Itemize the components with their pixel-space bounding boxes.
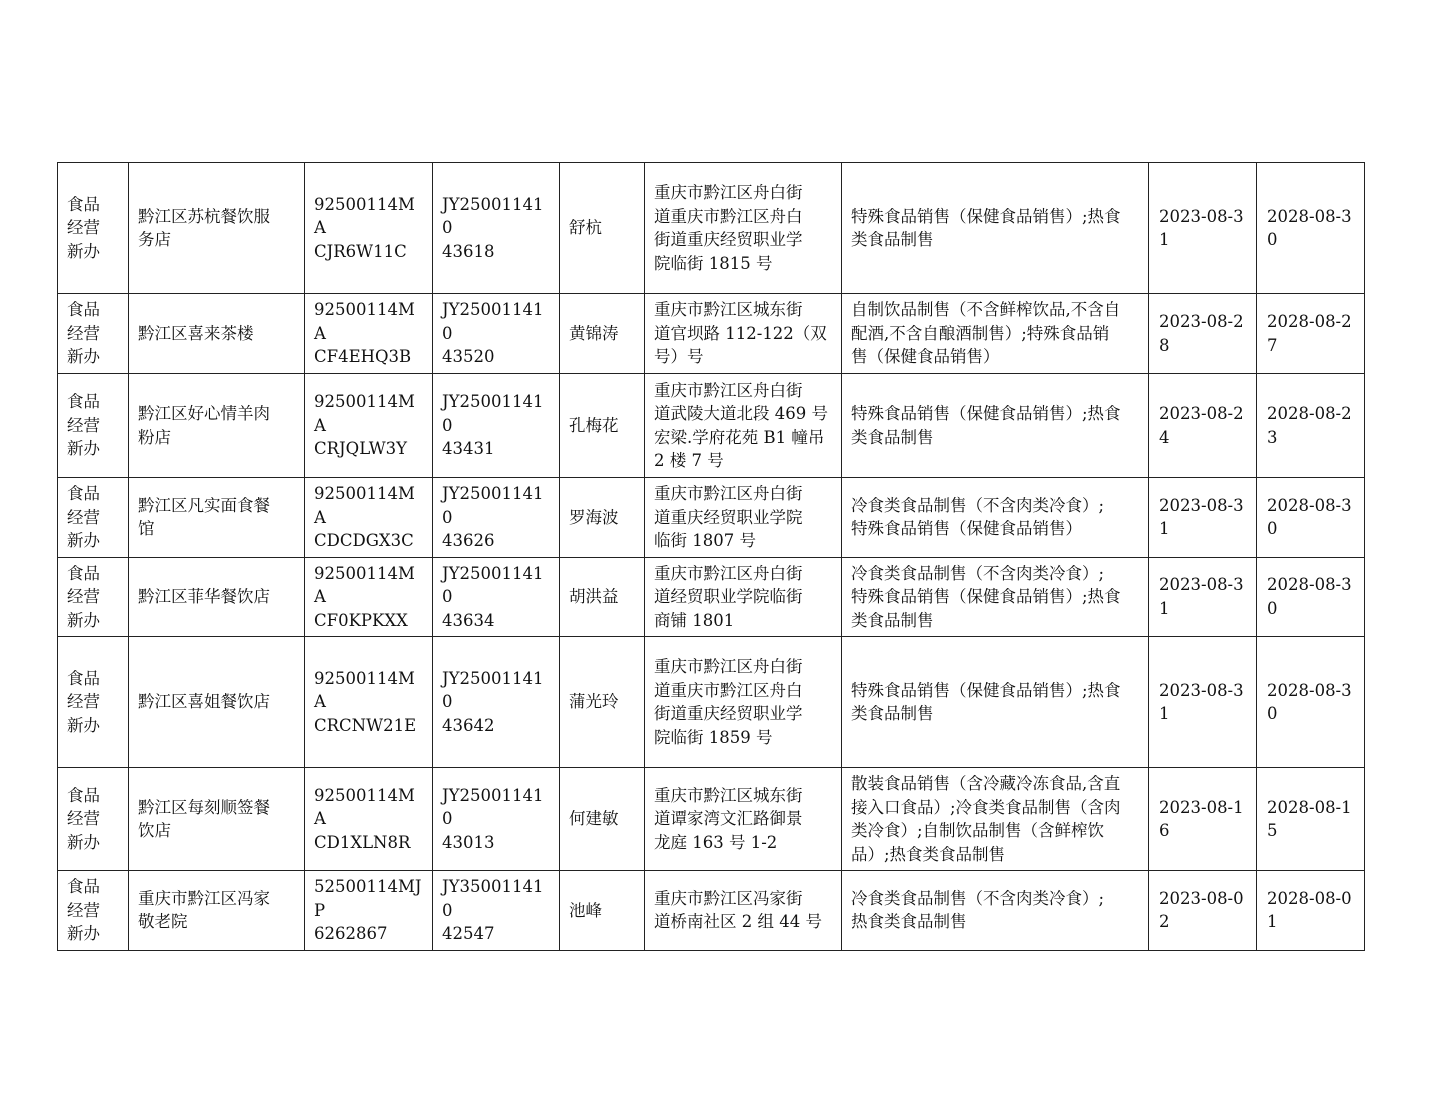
issue-date-cell xyxy=(1149,871,1257,951)
credit-code-cell xyxy=(305,374,433,478)
license-number-cell xyxy=(433,768,560,871)
table-body xyxy=(58,163,1365,951)
address-cell-text: 重庆市黔江区舟白街 道重庆市黔江区舟白 街道重庆经贸职业学 院临街 1815 号 xyxy=(654,183,803,273)
license-number-cell xyxy=(433,374,560,478)
category-cell xyxy=(58,374,129,478)
business-scope-cell xyxy=(842,163,1149,294)
address-cell-text: 重庆市黔江区舟白街 道武陵大道北段 469 号 宏梁.学府花苑 B1 幢吊 2 楼 7 号 xyxy=(654,380,828,470)
address-cell xyxy=(645,557,842,637)
category-cell xyxy=(58,768,129,871)
business-name-cell xyxy=(129,637,305,768)
legal-person-cell-text: 胡洪益 xyxy=(569,587,619,606)
category-cell-text: 食品 经营 新办 xyxy=(67,563,100,630)
credit-code-cell-text: 92500114MA CF4EHQ3B xyxy=(314,300,415,367)
address-cell xyxy=(645,294,842,374)
credit-code-cell xyxy=(305,768,433,871)
address-cell xyxy=(645,374,842,478)
table-row xyxy=(58,163,1365,294)
table-row xyxy=(58,478,1365,558)
category-cell xyxy=(58,478,129,558)
legal-person-cell xyxy=(560,294,645,374)
license-number-cell xyxy=(433,163,560,294)
license-number-cell-text: JY250011410 43634 xyxy=(442,563,544,630)
address-cell-text: 重庆市黔江区城东街 道官坝路 112-122（双 号）号 xyxy=(654,300,827,367)
address-cell-text: 重庆市黔江区舟白街 道重庆市黔江区舟白 街道重庆经贸职业学 院临街 1859 号 xyxy=(654,657,803,747)
license-number-cell-text: JY250011410 43618 xyxy=(442,194,544,261)
address-cell xyxy=(645,768,842,871)
business-scope-cell xyxy=(842,294,1149,374)
table-row xyxy=(58,294,1365,374)
expiry-date-cell xyxy=(1257,478,1365,558)
expiry-date-cell-text: 2028-08-27 xyxy=(1267,312,1352,355)
issue-date-cell-text: 2023-08-16 xyxy=(1159,797,1244,840)
credit-code-cell xyxy=(305,637,433,768)
expiry-date-cell-text: 2028-08-30 xyxy=(1267,575,1352,618)
business-name-cell-text: 黔江区每刻顺签餐 饮店 xyxy=(138,797,270,840)
credit-code-cell-text: 92500114MA CF0KPKXX xyxy=(314,563,415,630)
issue-date-cell xyxy=(1149,478,1257,558)
business-name-cell xyxy=(129,768,305,871)
expiry-date-cell xyxy=(1257,768,1365,871)
credit-code-cell-text: 92500114MA CD1XLN8R xyxy=(314,785,415,852)
category-cell-text: 食品 经营 新办 xyxy=(67,785,100,852)
legal-person-cell-text: 蒲光玲 xyxy=(569,692,619,712)
legal-person-cell-text: 黄锦涛 xyxy=(569,323,619,343)
expiry-date-cell-text: 2028-08-30 xyxy=(1267,680,1352,723)
issue-date-cell xyxy=(1149,637,1257,768)
issue-date-cell-text: 2023-08-31 xyxy=(1159,575,1244,618)
category-cell-text: 食品 经营 新办 xyxy=(67,668,100,735)
expiry-date-cell-text: 2028-08-15 xyxy=(1267,797,1352,840)
credit-code-cell xyxy=(305,163,433,294)
business-name-cell-text: 重庆市黔江区冯家 敬老院 xyxy=(138,888,270,932)
business-scope-cell-text: 特殊食品销售（保健食品销售）;热食 类食品制售 xyxy=(851,404,1121,447)
credit-code-cell xyxy=(305,478,433,558)
expiry-date-cell xyxy=(1257,871,1365,951)
business-scope-cell xyxy=(842,768,1149,871)
business-scope-cell-text: 特殊食品销售（保健食品销售）;热食 类食品制售 xyxy=(851,206,1121,249)
issue-date-cell-text: 2023-08-24 xyxy=(1159,404,1244,447)
license-number-cell-text: JY250011410 43626 xyxy=(442,484,544,550)
business-name-cell-text: 黔江区喜姐餐饮店 xyxy=(138,692,270,712)
address-cell-text: 重庆市黔江区舟白街 道经贸职业学院临街 商铺 1801 xyxy=(654,563,803,630)
business-name-cell-text: 黔江区好心情羊肉 粉店 xyxy=(138,404,270,447)
table-row xyxy=(58,768,1365,871)
legal-person-cell xyxy=(560,478,645,558)
business-scope-cell xyxy=(842,374,1149,478)
category-cell-text: 食品 经营 新办 xyxy=(67,392,100,459)
legal-person-cell-text: 池峰 xyxy=(569,900,602,920)
business-name-cell-text: 黔江区凡实面食餐 馆 xyxy=(138,495,270,539)
category-cell xyxy=(58,557,129,637)
issue-date-cell-text: 2023-08-31 xyxy=(1159,680,1244,723)
business-scope-cell xyxy=(842,478,1149,558)
legal-person-cell xyxy=(560,871,645,951)
table-row xyxy=(58,557,1365,637)
expiry-date-cell xyxy=(1257,163,1365,294)
credit-code-cell-text: 92500114MA CDCDGX3C xyxy=(314,484,415,550)
business-name-cell-text: 黔江区喜来茶楼 xyxy=(138,323,254,343)
category-cell xyxy=(58,871,129,951)
category-cell xyxy=(58,637,129,768)
business-scope-cell xyxy=(842,557,1149,637)
license-number-cell xyxy=(433,478,560,558)
license-number-cell-text: JY250011410 43642 xyxy=(442,668,544,735)
license-number-cell-text: JY250011410 43013 xyxy=(442,785,544,852)
license-number-cell xyxy=(433,557,560,637)
table-row xyxy=(58,374,1365,478)
credit-code-cell-text: 92500114MA CRJQLW3Y xyxy=(314,392,415,459)
address-cell xyxy=(645,637,842,768)
legal-person-cell-text: 孔梅花 xyxy=(569,415,619,435)
expiry-date-cell xyxy=(1257,374,1365,478)
business-name-cell xyxy=(129,478,305,558)
legal-person-cell xyxy=(560,637,645,768)
business-scope-cell-text: 特殊食品销售（保健食品销售）;热食 类食品制售 xyxy=(851,680,1121,723)
business-scope-cell xyxy=(842,871,1149,951)
legal-person-cell xyxy=(560,768,645,871)
table-row xyxy=(58,871,1365,951)
legal-person-cell xyxy=(560,163,645,294)
issue-date-cell xyxy=(1149,163,1257,294)
business-scope-cell-text: 冷食类食品制售（不含肉类冷食）; 特殊食品销售（保健食品销售） xyxy=(851,495,1105,539)
license-number-cell xyxy=(433,294,560,374)
issue-date-cell-text: 2023-08-02 xyxy=(1159,888,1244,932)
food-license-table xyxy=(57,162,1365,951)
address-cell xyxy=(645,478,842,558)
credit-code-cell xyxy=(305,557,433,637)
business-scope-cell-text: 自制饮品制售（不含鲜榨饮品,不含自 配酒,不含自酿酒制售）;特殊食品销 售（保健食品销售） xyxy=(851,300,1121,367)
category-cell-text: 食品 经营 新办 xyxy=(67,877,100,943)
legal-person-cell-text: 舒杭 xyxy=(569,218,602,238)
business-name-cell-text: 黔江区菲华餐饮店 xyxy=(138,587,270,606)
category-cell-text: 食品 经营 新办 xyxy=(67,194,100,261)
business-name-cell xyxy=(129,163,305,294)
credit-code-cell xyxy=(305,871,433,951)
issue-date-cell xyxy=(1149,557,1257,637)
expiry-date-cell xyxy=(1257,637,1365,768)
license-number-cell-text: JY250011410 43520 xyxy=(442,300,544,367)
legal-person-cell-text: 罗海波 xyxy=(569,507,619,527)
issue-date-cell-text: 2023-08-31 xyxy=(1159,206,1244,249)
credit-code-cell-text: 92500114MA CJR6W11C xyxy=(314,194,415,261)
category-cell-text: 食品 经营 新办 xyxy=(67,484,100,550)
address-cell-text: 重庆市黔江区舟白街 道重庆经贸职业学院 临街 1807 号 xyxy=(654,484,803,550)
category-cell xyxy=(58,294,129,374)
expiry-date-cell xyxy=(1257,294,1365,374)
expiry-date-cell-text: 2028-08-23 xyxy=(1267,404,1352,447)
business-name-cell xyxy=(129,871,305,951)
license-number-cell xyxy=(433,871,560,951)
expiry-date-cell-text: 2028-08-30 xyxy=(1267,495,1352,539)
address-cell xyxy=(645,871,842,951)
legal-person-cell-text: 何建敏 xyxy=(569,809,619,829)
credit-code-cell-text: 52500114MJP 6262867 xyxy=(314,877,422,943)
address-cell-text: 重庆市黔江区城东街 道谭家湾文汇路御景 龙庭 163 号 1-2 xyxy=(654,785,803,852)
credit-code-cell-text: 92500114MA CRCNW21E xyxy=(314,668,417,735)
license-number-cell-text: JY250011410 43431 xyxy=(442,392,544,459)
category-cell-text: 食品 经营 新办 xyxy=(67,300,100,367)
legal-person-cell xyxy=(560,557,645,637)
business-name-cell xyxy=(129,294,305,374)
expiry-date-cell-text: 2028-08-30 xyxy=(1267,206,1352,249)
expiry-date-cell xyxy=(1257,557,1365,637)
business-scope-cell-text: 冷食类食品制售（不含肉类冷食）; 热食类食品制售 xyxy=(851,888,1105,932)
license-number-cell-text: JY350011410 42547 xyxy=(442,877,544,943)
business-name-cell xyxy=(129,374,305,478)
business-name-cell xyxy=(129,557,305,637)
issue-date-cell-text: 2023-08-28 xyxy=(1159,312,1244,355)
address-cell-text: 重庆市黔江区冯家街 道桥南社区 2 组 44 号 xyxy=(654,888,822,932)
license-number-cell xyxy=(433,637,560,768)
legal-person-cell xyxy=(560,374,645,478)
expiry-date-cell-text: 2028-08-01 xyxy=(1267,888,1352,932)
category-cell xyxy=(58,163,129,294)
business-scope-cell xyxy=(842,637,1149,768)
issue-date-cell xyxy=(1149,294,1257,374)
business-scope-cell-text: 散装食品销售（含冷藏冷冻食品,含直 接入口食品）;冷食类食品制售（含肉 类冷食）;自制饮品制售（含鲜榨饮 品）;热食类食品制售 xyxy=(851,774,1121,864)
table-row xyxy=(58,637,1365,768)
credit-code-cell xyxy=(305,294,433,374)
address-cell xyxy=(645,163,842,294)
issue-date-cell-text: 2023-08-31 xyxy=(1159,495,1244,539)
business-scope-cell-text: 冷食类食品制售（不含肉类冷食）; 特殊食品销售（保健食品销售）;热食 类食品制售 xyxy=(851,563,1121,630)
business-name-cell-text: 黔江区苏杭餐饮服 务店 xyxy=(138,206,270,249)
issue-date-cell xyxy=(1149,768,1257,871)
issue-date-cell xyxy=(1149,374,1257,478)
